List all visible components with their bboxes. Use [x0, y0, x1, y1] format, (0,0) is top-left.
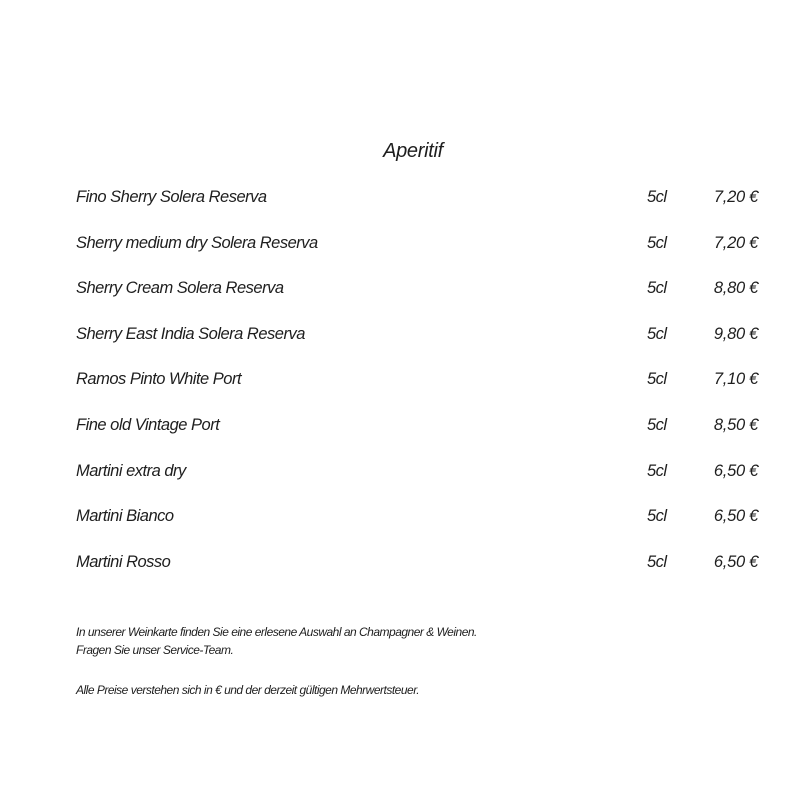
- item-price: 8,80 €: [713, 279, 758, 298]
- item-price: 6,50 €: [713, 507, 758, 526]
- service-team-note: Fragen Sie unser Service-Team.: [76, 643, 234, 657]
- item-volume: 5cl: [647, 552, 667, 571]
- item-name: Martini Bianco: [76, 507, 174, 526]
- item-price: 6,50 €: [713, 461, 758, 480]
- item-name: Sherry East India Solera Reserva: [76, 324, 305, 343]
- wine-list-note: In unserer Weinkarte finden Sie eine erlesene Auswahl an Champagner & Weinen.: [76, 625, 477, 639]
- menu-item: [76, 234, 758, 280]
- item-name: Ramos Pinto White Port: [76, 370, 242, 389]
- menu-item: [76, 462, 758, 508]
- menu-item: [76, 188, 758, 234]
- item-name: Fino Sherry Solera Reserva: [76, 188, 267, 206]
- price-note: Alle Preise verstehen sich in € und der derzeit gültigen Mehrwertsteuer.: [76, 683, 420, 697]
- item-price: 7,10 €: [713, 370, 758, 389]
- item-volume: 5cl: [647, 507, 667, 526]
- menu-item: [76, 507, 758, 553]
- item-price: 6,50 €: [713, 552, 758, 571]
- item-price: 7,20 €: [713, 233, 758, 252]
- menu-title: Aperitif: [383, 140, 443, 162]
- menu-item: [76, 553, 758, 599]
- menu-list: [76, 188, 758, 598]
- item-price: 9,80 €: [713, 324, 758, 343]
- item-name: Martini Rosso: [76, 552, 171, 571]
- item-volume: 5cl: [647, 415, 667, 434]
- menu-item: [76, 325, 758, 371]
- item-volume: 5cl: [647, 461, 667, 480]
- menu-item: [76, 416, 758, 462]
- menu-item: [76, 279, 758, 325]
- item-volume: 5cl: [647, 324, 667, 343]
- item-price: 7,20 €: [713, 188, 758, 206]
- item-volume: 5cl: [647, 233, 667, 252]
- item-volume: 5cl: [647, 188, 667, 206]
- item-name: Martini extra dry: [76, 461, 186, 480]
- item-name: Sherry Cream Solera Reserva: [76, 279, 284, 298]
- item-volume: 5cl: [647, 370, 667, 389]
- item-price: 8,50 €: [713, 415, 758, 434]
- item-volume: 5cl: [647, 279, 667, 298]
- footer-notes: [76, 623, 676, 699]
- menu-item: [76, 370, 758, 416]
- item-name: Sherry medium dry Solera Reserva: [76, 233, 318, 252]
- item-name: Fine old Vintage Port: [76, 415, 220, 434]
- footer-spacer: [76, 659, 676, 681]
